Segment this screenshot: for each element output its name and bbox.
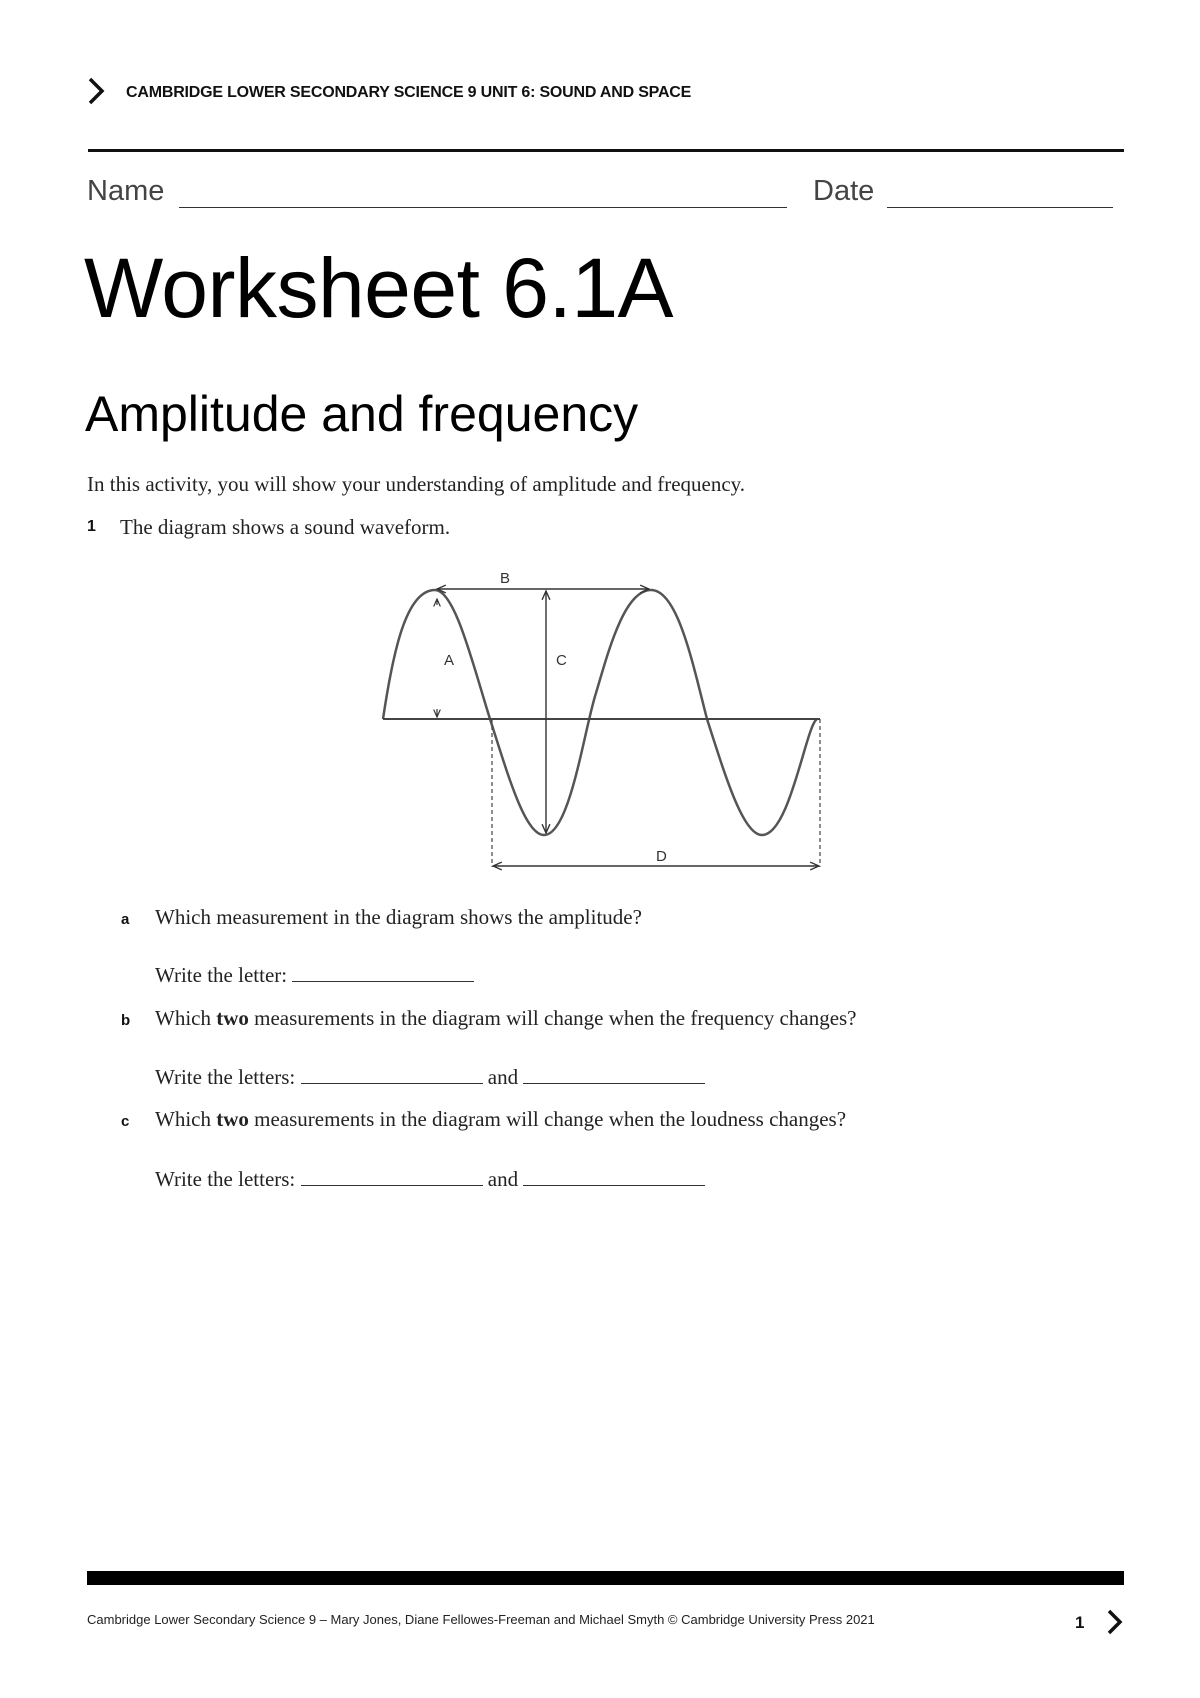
worksheet-title: Worksheet 6.1A [84,241,674,335]
waveform-curve [383,590,817,835]
header-rule [88,149,1124,152]
part-question [155,1006,857,1031]
answer-row [155,961,474,988]
date-input-line[interactable] [887,207,1113,208]
question-text-start: Which [155,1107,217,1131]
answer-blank-1[interactable] [301,1165,483,1186]
answer-row [155,1063,705,1090]
answer-row [155,1165,705,1192]
question-emphasis: two [216,1107,249,1131]
answer-blank-2[interactable] [523,1063,705,1084]
part-letter: c [121,1113,130,1130]
footer-bar [87,1571,1124,1585]
part-question: Which measurement in the diagram shows the amplitude? [155,905,642,929]
question-text-start: Which [155,1006,217,1030]
part-letter: a [121,911,130,928]
write-label: Write the letter: [155,963,288,987]
part-letter: b [121,1012,131,1029]
label-b: B [500,570,511,587]
label-a: A [444,652,455,669]
sound-waveform-diagram [380,565,830,880]
and-text: and [487,1065,519,1089]
question-text-end: measurements in the diagram will change when the frequency changes? [248,1006,857,1030]
answer-blank[interactable] [292,961,474,982]
answer-blank-2[interactable] [523,1165,705,1186]
question-text: The diagram shows a sound waveform. [120,515,451,539]
page-number: 1 [1075,1613,1085,1632]
name-label: Name [87,175,165,207]
write-label: Write the letters: [155,1167,296,1191]
name-input-line[interactable] [179,207,787,208]
answer-blank-1[interactable] [301,1063,483,1084]
chevron-right-icon[interactable] [1104,1607,1126,1637]
worksheet-subtitle: Amplitude and frequency [85,386,639,442]
question-number: 1 [87,518,96,535]
intro-text: In this activity, you will show your understanding of amplitude and frequency. [87,472,746,496]
header-title: CAMBRIDGE LOWER SECONDARY SCIENCE 9 UNIT 6: SOUND AND SPACE [126,84,692,101]
question-emphasis: two [216,1006,249,1030]
question-text-end: measurements in the diagram will change when the loudness changes? [248,1107,847,1131]
label-d: D [656,848,667,865]
part-question [155,1107,846,1132]
and-text: and [487,1167,519,1191]
date-label: Date [813,175,875,207]
chevron-right-icon [84,75,108,107]
label-c: C [556,652,567,669]
footer-credits: Cambridge Lower Secondary Science 9 – Mary Jones, Diane Fellowes-Freeman and Michael Smyth © Cambridge University Press 2021 [87,1612,875,1627]
write-label: Write the letters: [155,1065,296,1089]
